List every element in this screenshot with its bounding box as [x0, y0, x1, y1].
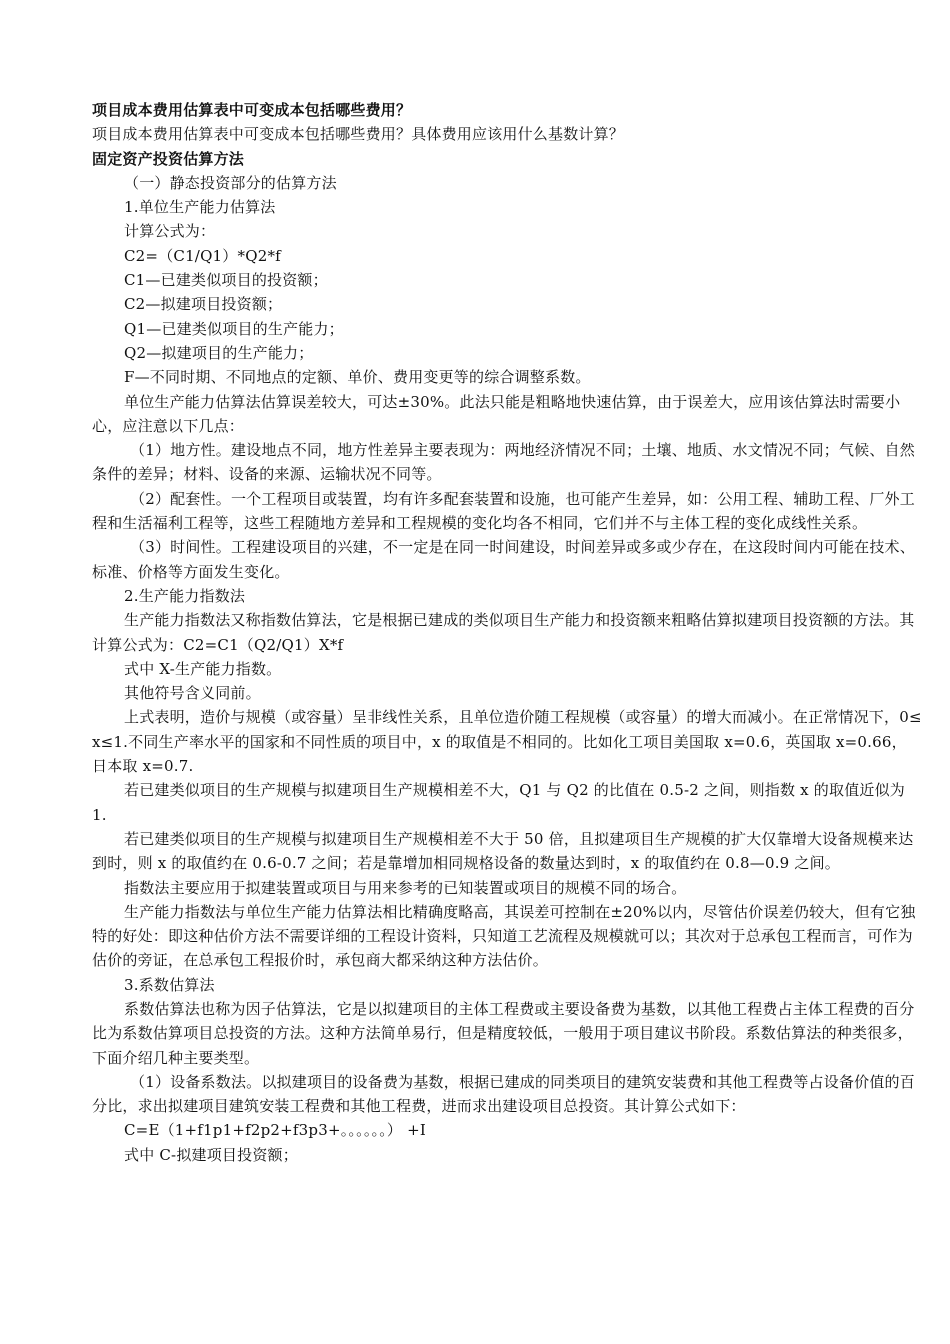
paragraph: 计算公式为：: [124, 222, 216, 241]
list-item: （1）地方性。建设地点不同，地方性差异主要表现为：两地经济情况不同；土壤、地质、水文情况不同；气候、自然条件的差异；材料、设备的来源、运输状况不同等。: [92, 441, 915, 484]
formula: C2=（C1/Q1）*Q2*f: [124, 246, 281, 265]
paragraph: 生产能力指数法与单位生产能力估算法相比精确度略高，其误差可控制在±20%以内，尽管估价误差仍较大，但有它独特的好处：即这种估价方法不需要详细的工程设计资料，只知道工艺流程及规模就可以；其次对于总承包工程而言，可作为估价的旁证，在总承包工程报价时，承包商大都采纳这种方法估价。: [92, 902, 916, 970]
method-heading-3: 3.系数估算法: [124, 975, 215, 994]
document-body: [92, 98, 922, 1167]
doc-question: 项目成本费用估算表中可变成本包括哪些费用？具体费用应该用什么基数计算？: [92, 125, 625, 144]
paragraph: 系数估算法也称为因子估算法，它是以拟建项目的主体工程费或主要设备费为基数，以其他工程费占主体工程费的百分比为系数估算项目总投资的方法。这种方法简单易行，但是精度较低，一般用于项目建议书阶段。系数估算法的种类很多，下面介绍几种主要类型。: [92, 999, 915, 1067]
definition: C2—拟建项目投资额；: [124, 295, 283, 314]
list-item: （2）配套性。一个工程项目或装置，均有许多配套装置和设施，也可能产生差异，如：公用工程、辅助工程、厂外工程和生活福利工程等，这些工程随地方差异和工程规模的变化均各不相同，它们并不与主体工程的变化成线性关系。: [92, 489, 915, 533]
list-item: （1）设备系数法。以拟建项目的设备费为基数，根据已建成的同类项目的建筑安装费和其他工程费等占设备价值的百分比，求出拟建项目建筑安装工程费和其他工程费，进而求出建设项目总投资。其计算公式如下：: [92, 1072, 915, 1116]
definition: C1—已建类似项目的投资额；: [124, 271, 328, 290]
paragraph: 若已建类似项目的生产规模与拟建项目生产规模相差不大于 50 倍，且拟建项目生产规模的扩大仅靠增大设备规模来达到时，则 x 的取值约在 0.6-0.7 之间；若是靠增加相同规格设备的数量达到时，x 的取值约在 0.8—0.9 之间。: [92, 829, 914, 873]
paragraph: 其他符号含义同前。: [124, 684, 261, 703]
section-heading: 固定资产投资估算方法: [92, 149, 245, 168]
definition: 式中 C-拟建项目投资额；: [124, 1145, 298, 1164]
definition: Q1—已建类似项目的生产能力；: [124, 319, 344, 338]
paragraph: 上式表明，造价与规模（或容量）呈非线性关系，且单位造价随工程规模（或容量）的增大而减小。在正常情况下，0≤x≤1.不同生产率水平的国家和不同性质的项目中，x 的取值是不相同的。比如化工项目美国取 x=0.6，英国取 x=0.66，日本取 x=0.7.: [92, 708, 922, 776]
subsection-heading: （一）静态投资部分的估算方法: [124, 173, 337, 192]
paragraph: 单位生产能力估算法估算误差较大，可达±30%。此法只能是粗略地快速估算，由于误差大，应用该估算法时需要小心，应注意以下几点：: [92, 392, 901, 435]
method-heading-2: 2.生产能力指数法: [124, 586, 246, 605]
list-item: （3）时间性。工程建设项目的兴建，不一定是在同一时间建设，时间差异或多或少存在，在这段时间内可能在技术、标准、价格等方面发生变化。: [92, 538, 915, 581]
formula: C=E（1+f1p1+f2p2+f3p3+。。。。。。） +I: [124, 1121, 426, 1140]
definition: Q2—拟建项目的生产能力；: [124, 343, 314, 362]
paragraph: 式中 X-生产能力指数。: [124, 659, 282, 678]
paragraph: 若已建类似项目的生产规模与拟建项目生产规模相差不大，Q1 与 Q2 的比值在 0.5-2 之间，则指数 x 的取值近似为 1.: [92, 781, 905, 824]
definition: F—不同时期、不同地点的定额、单价、费用变更等的综合调整系数。: [124, 368, 591, 387]
doc-title: 项目成本费用估算表中可变成本包括哪些费用？: [92, 101, 412, 119]
paragraph: 生产能力指数法又称指数估算法，它是根据已建成的类似项目生产能力和投资额来粗略估算拟建项目投资额的方法。其计算公式为：C2=C1（Q2/Q1）X*f: [92, 611, 915, 654]
paragraph: 指数法主要应用于拟建装置或项目与用来参考的已知装置或项目的规模不同的场合。: [124, 878, 687, 897]
method-heading-1: 1.单位生产能力估算法: [124, 198, 276, 217]
